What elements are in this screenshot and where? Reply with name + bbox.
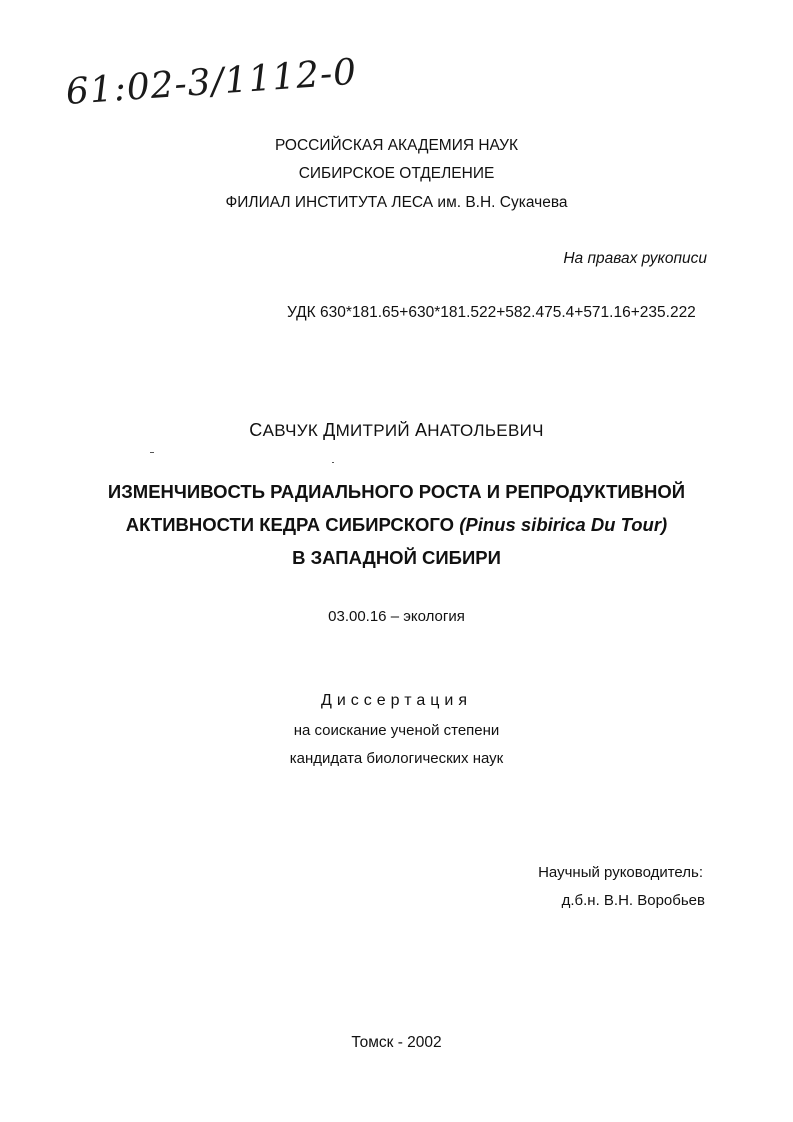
city-year: Томск - 2002	[351, 1034, 442, 1051]
author-patronymic-rest: НАТОЛЬЕВИЧ	[427, 421, 544, 440]
degree-line-2: кандидата биологических наук	[289, 750, 504, 767]
author-surname-initial: С	[249, 420, 263, 440]
institution-branch: СИБИРСКОЕ ОТДЕЛЕНИЕ	[298, 165, 495, 182]
dissertation-heading: Диссертация	[320, 692, 473, 709]
supervisor-label: Научный руководитель:	[538, 864, 703, 881]
scan-speck	[150, 452, 154, 453]
author-surname-rest: АВЧУК	[262, 421, 319, 440]
scan-speck	[332, 462, 334, 463]
title-line-3: В ЗАПАДНОЙ СИБИРИ	[292, 547, 501, 568]
specialty: 03.00.16 – экология	[328, 608, 465, 625]
rights-note: На правах рукописи	[563, 250, 707, 267]
title-line-2	[0, 514, 793, 536]
archive-code-handwritten: 61:02-3/1112-0	[64, 51, 359, 113]
supervisor-name: д.б.н. В.Н. Воробьев	[561, 892, 705, 909]
degree-line-1: на соискание ученой степени	[293, 722, 500, 739]
title-line-2-prefix: АКТИВНОСТИ КЕДРА СИБИРСКОГО	[125, 514, 455, 535]
author-name-rest: МИТРИЙ	[335, 421, 410, 440]
udk-code: УДК 630*181.65+630*181.522+582.475.4+571.16+235.222	[287, 304, 696, 321]
author-name	[0, 420, 793, 441]
author-patronymic-initial: А	[414, 420, 428, 440]
title-line-1: ИЗМЕНЧИВОСТЬ РАДИАЛЬНОГО РОСТА И РЕПРОДУКТИВНОЙ	[107, 481, 686, 502]
author-name-initial: Д	[323, 420, 336, 440]
institution-academy: РОССИЙСКАЯ АКАДЕМИЯ НАУК	[274, 137, 519, 154]
title-latin-name: (Pinus sibirica Du Tour)	[459, 514, 668, 535]
institution-filial: ФИЛИАЛ ИНСТИТУТА ЛЕСА им. В.Н. Сукачева	[225, 194, 568, 211]
